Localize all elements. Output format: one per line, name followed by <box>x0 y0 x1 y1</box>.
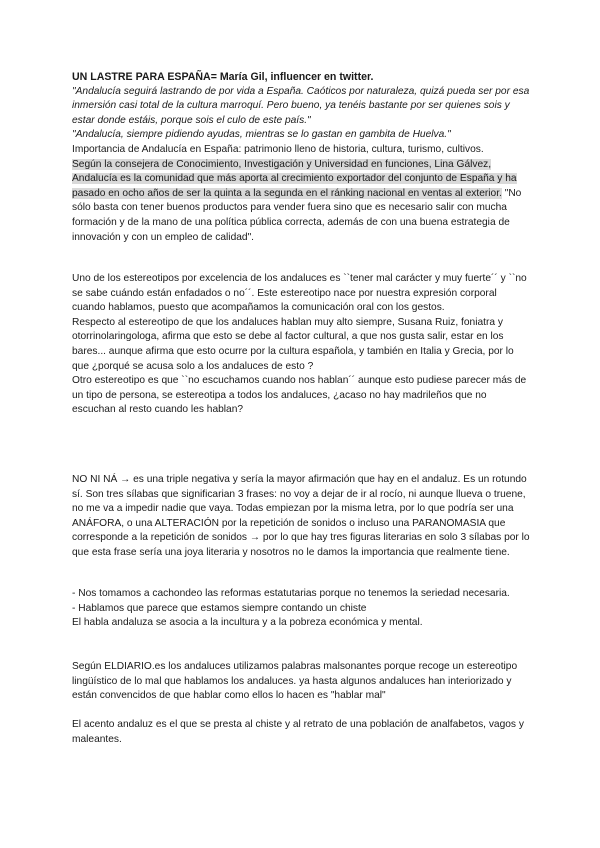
quote-ayudas: "Andalucía, siempre pidiendo ayudas, mientras se lo gastan en gambita de Huelva." <box>72 129 451 141</box>
section-stereotypes <box>72 272 532 418</box>
paragraph-listen: Otro estereotipo es que ``no escuchamos cuando nos hablan´´ aunque esto pudiese parecer más de un tipo de persona, se estereotipa a todos los andaluces, ¿acaso no hay madrileños que no escuchan al resto cuando les hablan? <box>72 375 527 416</box>
section-intro <box>72 70 532 245</box>
bullet-chiste: - Hablamos que parece que estamos siempre contando un chiste <box>72 602 367 614</box>
bullet-reformas: - Nos tomamos a cachondeo las reformas estatutarias porque no tenemos la seriedad necesaria. <box>72 588 510 599</box>
paragraph-character: Uno de los estereotipos por excelencia de los andaluces es ``tener mal carácter y muy fuerte´´ y ``no se sabe cuándo están enfadados o no´´. Este estereotipo nace por nuestra expresión corporal cuando hablamos, puesto que acompañamos la comunicación oral con los gestos. <box>72 273 527 314</box>
quote-exports: "No sólo basta con tener buenos productos para vender fuera sino que es necesario salir con mucha formación y de la mano de una política pública correcta, además de con una buena estrategia de innovación y con un empleo de calidad". <box>72 187 522 243</box>
section-eldiario <box>72 660 532 704</box>
highlight-paragraph <box>72 158 532 246</box>
importance-line: Importancia de Andalucía en España: patrimonio lleno de historia, cultura, turismo, cultivos. <box>72 143 484 155</box>
paragraph-acento: El acento andaluz es el que se presta al chiste y al retrato de una población de analfabetos, vagos y maleantes. <box>72 719 524 745</box>
paragraph-no-ni-na: NO NI NÁ → es una triple negativa y sería la mayor afirmación que hay en el andaluz. Es un rotundo sí. Son tres sílabas que significarian 3 frases: no voy a dejar de ir al rocío, ni aunque llueva o truene, no me va a impedir nadie que vaya. Todas empiezan por la misma letra, por lo que podría ser una ANÁFORA, o una ALTERACIÓN por la repetición de sonidos o incluso una PARANOMASIA que corresponde a la repetición de sonidos → por lo que hay tres figuras literarias en solo 3 sílabas por lo que esta frase sería una joya literaria y nosotros no le damos la importancia que realmente tiene. <box>72 474 530 558</box>
document-title: UN LASTRE PARA ESPAÑA= María Gil, influencer en twitter. <box>72 71 374 83</box>
section-bullets <box>72 587 532 631</box>
line-incultura: El habla andaluza se asocia a la incultura y a la pobreza económica y mental. <box>72 617 423 629</box>
section-no-ni-na <box>72 473 532 561</box>
paragraph-loud: Respecto al estereotipo de que los andaluces hablan muy alto siempre, Susana Ruiz, foniatra y otorrinolaringologa, afirma que esto se debe al factor cultural, a que nos gusta salir, estar en los bares... aunque afirma que esto ocurre por la cultura española, y también en Italia y Grecia, por lo que ¿porqué se acusa solo a los andaluces de esto ? <box>72 316 514 372</box>
section-acento <box>72 718 532 747</box>
quote-maria-gil: "Andalucía seguirá lastrando de por vida a España. Caóticos por naturaleza, quizá pueda ser por esa inmersión casi total de la cultura marroquí. Pero bueno, ya tenéis bastante por ser quienes sois y estar donde estáis, porque sois el culo de este país." <box>72 85 530 126</box>
paragraph-eldiario: Según ELDIARIO.es los andaluces utilizamos palabras malsonantes porque recoge un estereotipo lingüístico de lo mal que hablamos los andaluces. ya hasta algunos andaluces han interiorizado y están convencidos de que hablar como ellos lo hacen es "hablar mal" <box>72 661 518 702</box>
highlighted-text: Según la consejera de Conocimiento, Investigación y Universidad en funciones, Lina Gálvez, Andalucía es la comunidad que más aporta al crecimiento exportador del conjunto de España y ha pasado en ocho años de ser la quinta a la segunda en el ránking nacional en ventas al exterior. <box>72 158 517 199</box>
